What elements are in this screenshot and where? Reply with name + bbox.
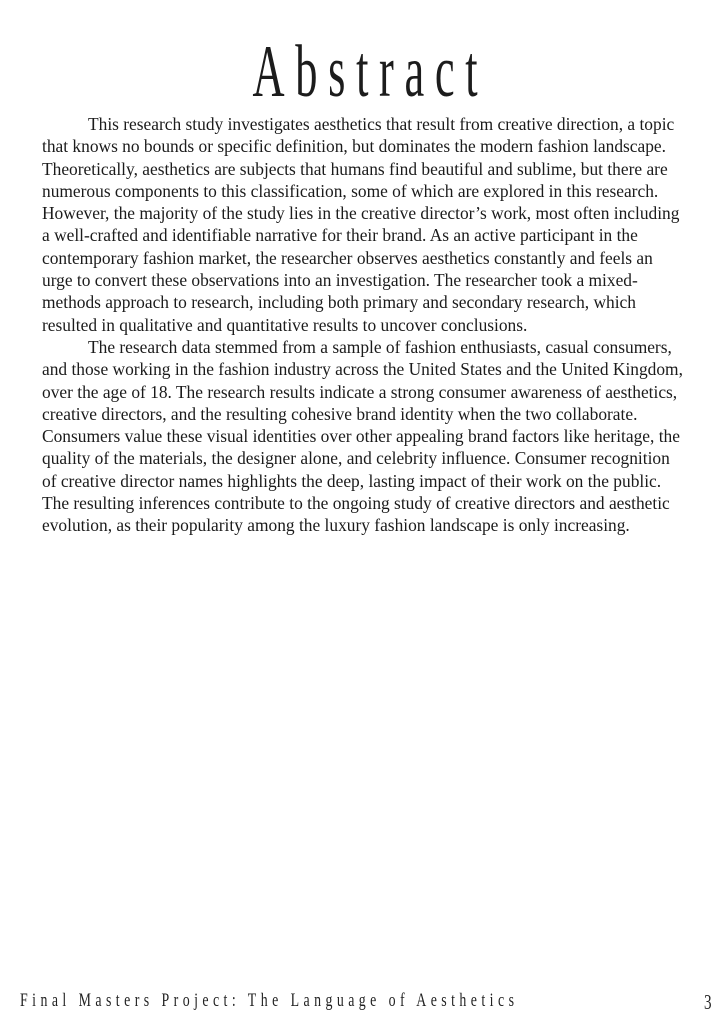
footer [0,990,724,1024]
abstract-paragraph-1: This research study investigates aesthetics that result from creative direction, a topic that knows no bounds or specific definition, but dominates the modern fashion landscape. Theoretically, aesthetics are subjects that humans find beautiful and sublime, but there are numerous components to this classification, some of which are explored in this research. However, the majority of the study lies in the creative director’s work, most often including a well-crafted and identifiable narrative for their brand. As an active participant in the contemporary fashion market, the researcher observes aesthetics constantly and feels an urge to convert these observations into an investigation. The researcher took a mixed-methods approach to research, including both primary and secondary research, which resulted in qualitative and quantitative results to uncover conclusions. [42,114,680,335]
footer-project-label: Final Masters Project: The Language of Aesthetics [20,990,519,1011]
page-title-wrap [0,30,724,115]
page-title: Abstract [253,31,489,113]
abstract-body [42,113,684,537]
footer-page-number: 3 [703,990,711,1014]
abstract-paragraph-2: The research data stemmed from a sample of fashion enthusiasts, casual consumers, and those working in the fashion industry across the United States and the United Kingdom, over the age of 18. The research results indicate a strong consumer awareness of aesthetics, creative directors, and the resulting cohesive brand identity when the two collaborate. Consumers value these visual identities over other appealing brand factors like heritage, the quality of the materials, the designer alone, and celebrity influence. Consumer recognition of creative director names highlights the deep, lasting impact of their work on the public. The resulting inferences contribute to the ongoing study of creative directors and aesthetic evolution, as their popularity among the luxury fashion landscape is only increasing. [42,336,683,536]
